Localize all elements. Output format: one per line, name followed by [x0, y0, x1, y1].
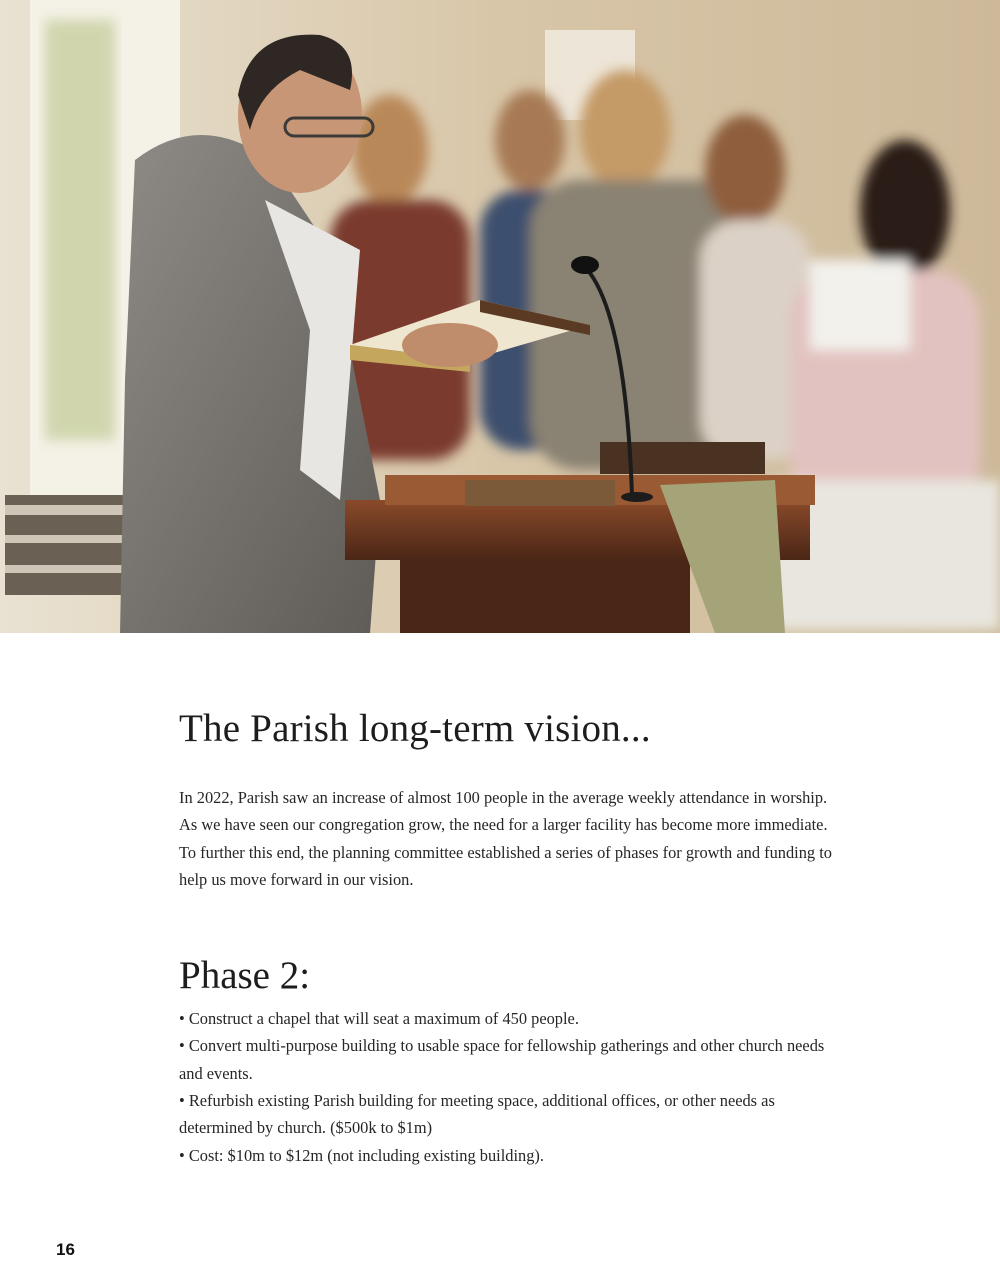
- list-item: • Construct a chapel that will seat a maximum of 450 people.: [179, 1009, 579, 1029]
- page-title: The Parish long-term vision...: [179, 707, 651, 750]
- main-content: [179, 700, 839, 1169]
- pastor-reading-bible-photo: [0, 0, 1000, 633]
- phase-list: [179, 1005, 839, 1169]
- intro-paragraph: In 2022, Parish saw an increase of almost 100 people in the average weekly attendance in worship. As we have seen our congregation grow, the need for a larger facility has become more immediate. To further this end, the planning committee established a series of phases for growth and funding to help us move forward in our vision.: [179, 788, 832, 889]
- hero-photo: [0, 0, 1000, 633]
- list-item: • Convert multi-purpose building to usable space for fellowship gatherings and other church needs and events.: [179, 1036, 825, 1083]
- list-item: • Refurbish existing Parish building for meeting space, additional offices, or other needs as determined by church. ($500k to $1m): [179, 1091, 775, 1138]
- page-number: 16: [56, 1240, 75, 1259]
- phase-title: Phase 2:: [179, 954, 311, 998]
- list-item: • Cost: $10m to $12m (not including existing building).: [179, 1145, 544, 1165]
